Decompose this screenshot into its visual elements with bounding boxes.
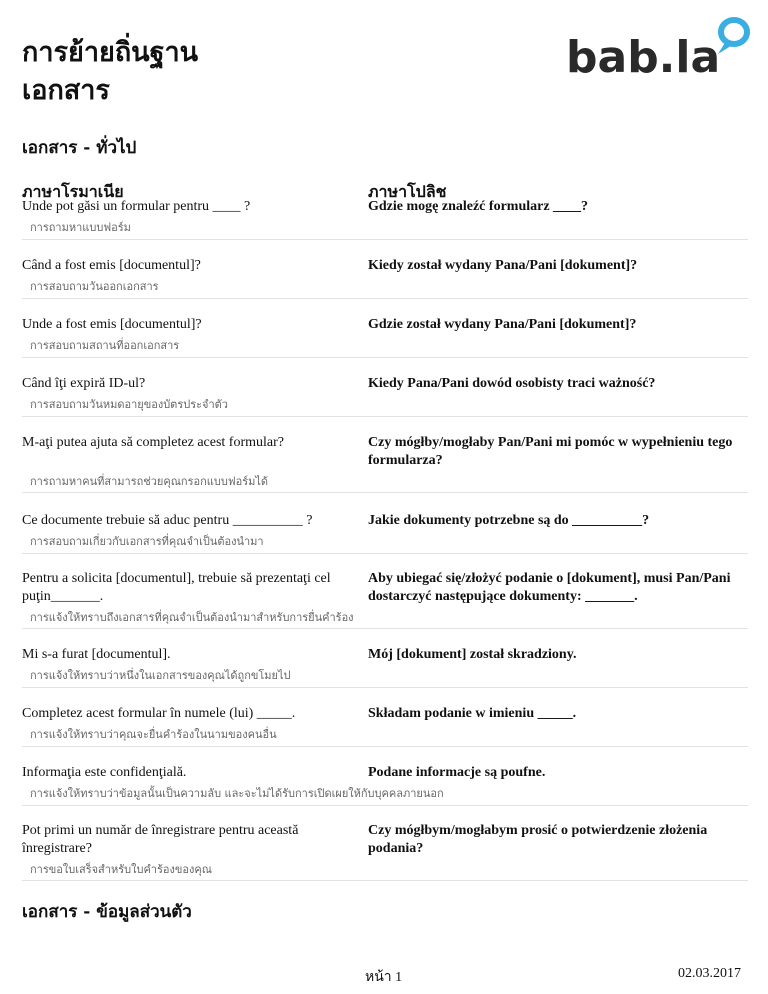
polish-phrase: Składam podanie w imieniu _____. (368, 706, 577, 721)
polish-phrase: Jakie dokumenty potrzebne są do __________? (368, 513, 650, 528)
usage-note: การแจ้งให้ทราบถึงเอกสารที่คุณจำเป็นต้องนำมาสำหรับการยื่นคำร้อง (30, 611, 354, 624)
page-title-line1: การย้ายถิ่นฐาน (22, 37, 199, 68)
phrase-row (22, 198, 748, 240)
polish-phrase: Aby ubiegać się/złożyć podanie o [dokument], musi Pan/Pani dostarczyć następujące dokumenty: _______. (368, 571, 731, 604)
page-title (22, 34, 198, 110)
usage-note: การขอใบเสร็จสำหรับใบคำร้องของคุณ (30, 863, 212, 876)
phrase-row (22, 570, 748, 629)
page-title-line2: เอกสาร (22, 75, 110, 106)
column-header-polish: ภาษาโปลิช (368, 182, 447, 201)
romanian-phrase: Ce documente trebuie să aduc pentru __________ ? (22, 513, 313, 528)
column-header-romanian: ภาษาโรมาเนีย (22, 182, 124, 201)
romanian-phrase: Când îţi expiră ID-ul? (22, 376, 146, 391)
polish-phrase: Gdzie został wydany Pana/Pani [dokument]? (368, 317, 637, 332)
phrase-row (22, 512, 748, 554)
logo-text: bab.la (566, 32, 721, 80)
usage-note: การถามหาคนที่สามารถช่วยคุณกรอกแบบฟอร์มได้ (30, 475, 269, 488)
usage-note: การสอบถามวันหมดอายุของบัตรประจำตัว (30, 398, 228, 411)
polish-phrase: Gdzie mogę znaleźć formularz ____? (368, 199, 589, 214)
phrase-row (22, 434, 748, 493)
romanian-phrase: Pentru a solicita [documentul], trebuie să prezentaţi cel puţin_______. (22, 571, 331, 604)
polish-phrase: Kiedy Pana/Pani dowód osobisty traci ważność? (368, 376, 656, 391)
phrase-row (22, 822, 748, 881)
romanian-phrase: Informaţia este confidenţială. (22, 765, 187, 780)
usage-note: การถามหาแบบฟอร์ม (30, 221, 131, 234)
phrase-row (22, 646, 748, 688)
romanian-phrase: Completez acest formular în numele (lui) _____. (22, 706, 296, 721)
usage-note: การสอบถามวันออกเอกสาร (30, 280, 159, 293)
usage-note: การแจ้งให้ทราบว่าคุณจะยื่นคำร้องในนามของคนอื่น (30, 728, 277, 741)
polish-phrase: Podane informacje są poufne. (368, 765, 546, 780)
phrase-row (22, 705, 748, 747)
polish-phrase: Czy mógłby/mogłaby Pan/Pani mi pomóc w wypełnieniu tego formularza? (368, 435, 733, 468)
phrase-row (22, 764, 748, 806)
polish-phrase: Mój [dokument] został skradziony. (368, 647, 577, 662)
usage-note: การแจ้งให้ทราบว่าหนึ่งในเอกสารของคุณได้ถูกขโมยไป (30, 669, 291, 682)
section-title-general: เอกสาร - ทั่วไป (22, 138, 137, 158)
polish-phrase: Kiedy został wydany Pana/Pani [dokument]? (368, 258, 638, 273)
usage-note: การสอบถามเกี่ยวกับเอกสารที่คุณจำเป็นต้องนำมา (30, 535, 264, 548)
romanian-phrase: Mi s-a furat [documentul]. (22, 647, 171, 662)
phrase-row (22, 375, 748, 417)
phrase-row (22, 257, 748, 299)
bab-la-logo (566, 14, 754, 80)
phrase-row (22, 316, 748, 358)
usage-note: การสอบถามสถานที่ออกเอกสาร (30, 339, 180, 352)
romanian-phrase: Pot primi un număr de înregistrare pentru această înregistrare? (22, 823, 299, 856)
polish-phrase: Czy mógłbym/mogłabym prosić o potwierdzenie złożenia podania? (368, 823, 708, 856)
usage-note: การแจ้งให้ทราบว่าข้อมูลนั้นเป็นความลับ และจะไม่ได้รับการเปิดเผยให้กับบุคคลภายนอก (30, 787, 444, 800)
romanian-phrase: Unde pot găsi un formular pentru ____ ? (22, 199, 251, 214)
speech-bubble-icon (718, 20, 747, 54)
document-date: 02.03.2017 (678, 966, 741, 981)
romanian-phrase: Când a fost emis [documentul]? (22, 258, 201, 273)
romanian-phrase: M-aţi putea ajuta să completez acest formular? (22, 435, 284, 450)
section-title-personal: เอกสาร - ข้อมูลส่วนตัว (22, 902, 192, 922)
page-number: หน้า 1 (365, 970, 403, 985)
romanian-phrase: Unde a fost emis [documentul]? (22, 317, 202, 332)
